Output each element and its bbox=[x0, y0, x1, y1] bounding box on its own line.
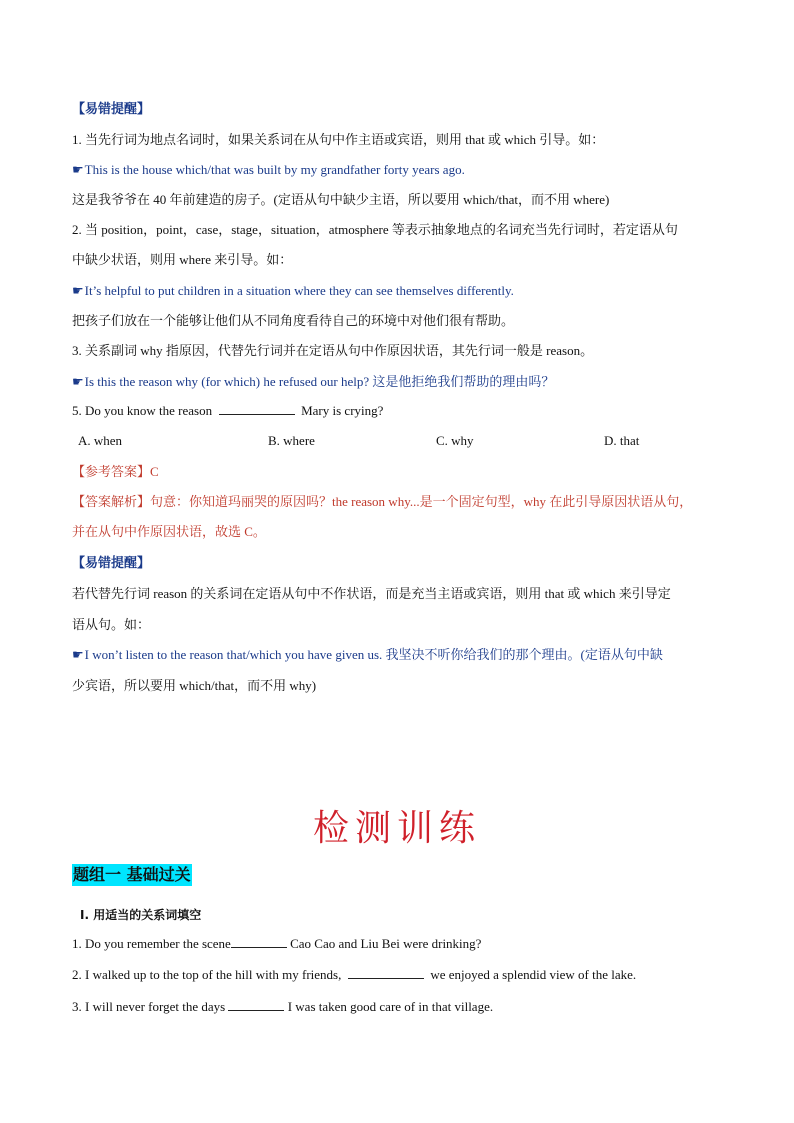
exercise-3-start: 3. I will never forget the days bbox=[72, 999, 226, 1014]
example-4 bbox=[72, 646, 663, 664]
tip-2-line-2: 语从句。如： bbox=[72, 617, 151, 632]
example-2-translation: 把孩子们放在一个能够让他们从不同角度看待自己的环境中对他们很有帮助。 bbox=[72, 313, 515, 328]
pointing-hand-icon: ☛ bbox=[72, 162, 84, 177]
question-5-blank[interactable] bbox=[219, 402, 295, 415]
option-b: B. where bbox=[268, 433, 315, 448]
exercise-2-blank[interactable] bbox=[348, 966, 424, 979]
tip-heading: 【易错提醒】 bbox=[72, 101, 151, 116]
example-1-text: This is the house which/that was built by my grandfather forty years ago. bbox=[84, 162, 465, 177]
tip-point-2-line-2: 中缺少状语，则用 where 来引导。如： bbox=[72, 252, 293, 267]
pointing-hand-icon: ☛ bbox=[72, 283, 84, 298]
section-title: 检测训练 bbox=[312, 808, 481, 849]
example-1 bbox=[72, 161, 465, 179]
option-d: D. that bbox=[604, 433, 640, 448]
example-2 bbox=[72, 282, 514, 300]
exercise-2 bbox=[72, 966, 636, 984]
pointing-hand-icon: ☛ bbox=[72, 374, 84, 389]
exercise-3-end: I was taken good care of in that village. bbox=[287, 999, 494, 1014]
exercise-2-start: 2. I walked up to the top of the hill with my friends, bbox=[72, 967, 342, 982]
tip-2-line-1: 若代替先行词 reason 的关系词在定语从句中不作状语，而是充当主语或宾语，则用 that 或 which 来引导定 bbox=[72, 586, 671, 601]
exercise-3-blank[interactable] bbox=[228, 998, 284, 1011]
example-1-translation: 这是我爷爷在 40 年前建造的房子。(定语从句中缺少主语，所以要用 which/that，而不用 where) bbox=[72, 192, 610, 207]
tip-point-3: 3. 关系副词 why 指原因，代替先行词并在定语从句中作原因状语，其先行词一般是 reason。 bbox=[72, 343, 594, 358]
tip-point-1: 1. 当先行词为地点名词时，如果关系词在从句中作主语或宾语，则用 that 或 which 引导。如： bbox=[72, 132, 605, 147]
answer-analysis-line-1: 【答案解析】句意：你知道玛丽哭的原因吗？the reason why...是一个固定句型，why 在此引导原因状语从句， bbox=[72, 494, 693, 509]
example-4-continuation: 少宾语，所以要用 which/that，而不用 why) bbox=[72, 678, 317, 693]
example-3 bbox=[72, 373, 554, 391]
question-5 bbox=[72, 402, 383, 420]
question-5-stem-end: Mary is crying? bbox=[301, 403, 384, 418]
answer-analysis-line-2: 并在从句中作原因状语，故选 C。 bbox=[72, 524, 266, 539]
exercise-1 bbox=[72, 935, 481, 953]
exercise-1-blank[interactable] bbox=[231, 935, 287, 948]
question-5-stem-start: 5. Do you know the reason bbox=[72, 403, 213, 418]
part-heading: I. 用适当的关系词填空 bbox=[80, 908, 202, 922]
pointing-hand-icon: ☛ bbox=[72, 647, 84, 662]
option-a: A. when bbox=[78, 433, 123, 448]
example-3-text: Is this the reason why (for which) he refused our help? 这是他拒绝我们帮助的理由吗？ bbox=[84, 374, 555, 389]
exercise-1-start: 1. Do you remember the scene bbox=[72, 936, 231, 951]
exercise-3 bbox=[72, 998, 493, 1016]
option-c: C. why bbox=[436, 433, 474, 448]
exercise-2-end: we enjoyed a splendid view of the lake. bbox=[430, 967, 637, 982]
reference-answer: 【参考答案】C bbox=[72, 464, 159, 479]
tip-heading-2: 【易错提醒】 bbox=[72, 555, 151, 570]
tip-point-2-line-1: 2. 当 position，point，case，stage，situation，atmosphere 等表示抽象地点的名词充当先行词时，若定语从句 bbox=[72, 222, 678, 237]
example-4-text: I won’t listen to the reason that/which you have given us. 我坚决不听你给我们的那个理由。(定语从句中缺 bbox=[84, 647, 663, 662]
group-heading: 题组一 基础过关 bbox=[73, 865, 191, 884]
exercise-1-end: Cao Cao and Liu Bei were drinking? bbox=[290, 936, 482, 951]
example-2-text: It’s helpful to put children in a situation where they can see themselves differently. bbox=[84, 283, 514, 298]
